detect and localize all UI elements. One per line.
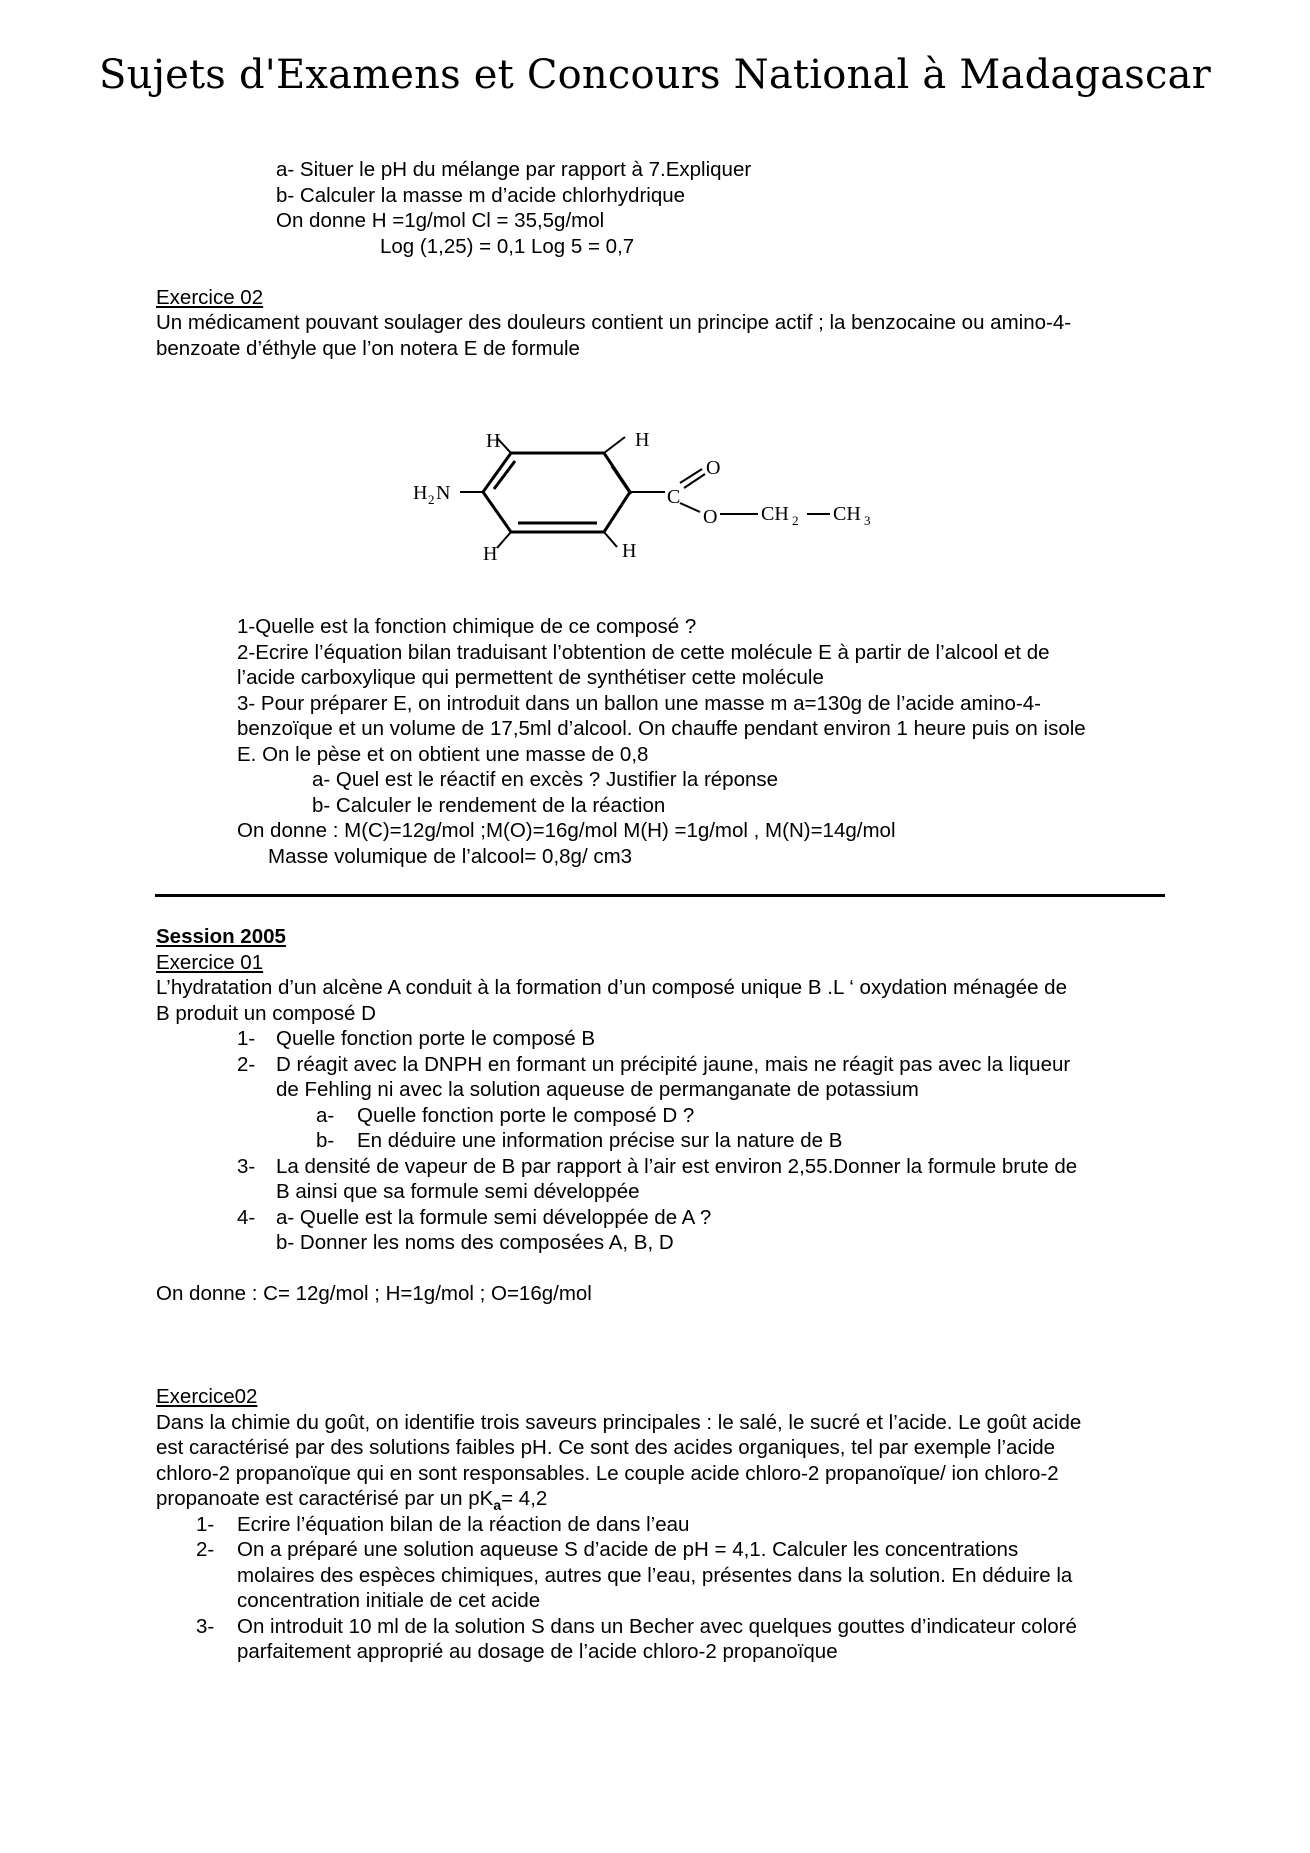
item-number: 2- [196,1538,215,1561]
exercise-intro-line: Dans la chimie du goût, on identifie trois saveurs principales : le salé, le sucré et l’acide. Le goût acide [156,1411,1082,1434]
item-text: concentration initiale de cet acide [237,1589,541,1612]
sub-question-line: b- Calculer le rendement de la réaction [312,794,666,817]
question-line: E. On le pèse et on obtient une masse de 0,8 [237,743,649,766]
exercise-intro-line: Un médicament pouvant soulager des douleurs contient un principe actif ; la benzocaine ou amino-4- [156,311,1072,334]
exercise-intro-line: L’hydratation d’un alcène A conduit à la formation d’un composé unique B .L ‘ oxydation ménagée de [156,976,1067,999]
session-title: Session 2005 [156,925,286,948]
question-line: benzoïque et un volume de 17,5ml d’alcool. On chauffe pendant environ 1 heure puis on isole [237,717,1086,740]
hydrogen-label: H [622,540,637,562]
item-text: b- Donner les noms des composées A, B, D [276,1231,674,1254]
hydrogen-label: H [483,543,498,565]
item-number: 1- [196,1513,215,1536]
question-line: 3- Pour préparer E, on introduit dans un ballon une masse m a=130g de l’acide amino-4- [237,692,1041,715]
item-text: B ainsi que sa formule semi développée [276,1180,640,1203]
question-line: a- Situer le pH du mélange par rapport à 7.Expliquer [276,158,752,181]
question-line: 2-Ecrire l’équation bilan traduisant l’obtention de cette molécule E à partir de l’alcool et de [237,641,1050,664]
exercise-intro-line: benzoate d’éthyle que l’on notera E de formule [156,337,580,360]
givens-line: On donne : M(C)=12g/mol ;M(O)=16g/mol M(H) =1g/mol , M(N)=14g/mol [237,819,896,842]
question-line: l’acide carboxylique qui permettent de synthétiser cette molécule [237,666,824,689]
exercise-intro-line: B produit un composé D [156,1002,376,1025]
carbon-label: C [667,486,681,508]
item-number: 3- [196,1615,215,1638]
exercise-title: Exercice02 [156,1385,258,1408]
hydrogen-label: H [486,430,501,452]
item-text: Ecrire l’équation bilan de la réaction de dans l’eau [237,1513,690,1536]
ch3-label: CH [833,503,861,525]
sub-item-text: En déduire une information précise sur la nature de B [357,1129,843,1152]
sub-item-letter: b- [316,1129,335,1152]
item-text: D réagit avec la DNPH en formant un précipité jaune, mais ne réagit pas avec la liqueur [276,1053,1071,1076]
amine-n-label: N [436,482,451,504]
item-text: de Fehling ni avec la solution aqueuse de permanganate de potassium [276,1078,919,1101]
sub-item-letter: a- [316,1104,335,1127]
item-number: 2- [237,1053,256,1076]
sub-question-line: a- Quel est le réactif en excès ? Justifier la réponse [312,768,779,791]
amine-h-label: H [413,482,428,504]
hydrogen-label: H [635,429,650,451]
question-line: 1-Quelle est la fonction chimique de ce composé ? [237,615,697,638]
item-text: a- Quelle est la formule semi développée de A ? [276,1206,712,1229]
exercise-intro-line: chloro-2 propanoïque qui en sont responsables. Le couple acide chloro-2 propanoïque/ ion chloro-2 [156,1462,1059,1485]
question-line: b- Calculer la masse m d’acide chlorhydrique [276,184,686,207]
pka-value: = 4,2 [501,1487,548,1510]
benzene-ring [483,453,631,532]
item-text: parfaitement approprié au dosage de l’acide chloro-2 propanoïque [237,1640,838,1663]
exercise-intro-line: est caractérisé par des solutions faibles pH. Ce sont des acides organiques, tel par exemple l’acide [156,1436,1056,1459]
givens-line: Log (1,25) = 0,1 Log 5 = 0,7 [380,235,635,258]
ch2-subscript: 2 [792,513,799,528]
pka-subscript: a [493,1497,502,1514]
carbonyl-oxygen-label: O [706,457,721,479]
sub-item-text: Quelle fonction porte le composé D ? [357,1104,695,1127]
item-text: Quelle fonction porte le composé B [276,1027,596,1050]
ester-oxygen-label: O [703,506,718,528]
item-text: On a préparé une solution aqueuse S d’acide de pH = 4,1. Calculer les concentrations [237,1538,1019,1561]
section-divider [155,894,1165,897]
item-number: 4- [237,1206,256,1229]
item-number: 3- [237,1155,256,1178]
item-text: molaires des espèces chimiques, autres que l’eau, présentes dans la solution. En déduire la [237,1564,1073,1587]
givens-line: On donne : C= 12g/mol ; H=1g/mol ; O=16g/mol [156,1282,592,1305]
givens-line: On donne H =1g/mol Cl = 35,5g/mol [276,209,605,232]
item-number: 1- [237,1027,256,1050]
pka-text: propanoate est caractérisé par un pK [156,1487,494,1510]
exercise-title: Exercice 01 [156,951,264,974]
item-text: On introduit 10 ml de la solution S dans un Becher avec quelques gouttes d’indicateur coloré [237,1615,1077,1638]
page-header-title: Sujets d'Examens et Concours National à Madagascar [99,52,1211,98]
ch2-label: CH [761,503,789,525]
ch3-subscript: 3 [864,513,871,528]
item-text: La densité de vapeur de B par rapport à l’air est environ 2,55.Donner la formule brute de [276,1155,1078,1178]
givens-line: Masse volumique de l’alcool= 0,8g/ cm3 [268,845,633,868]
exercise-title: Exercice 02 [156,286,264,309]
amine-subscript: 2 [428,492,435,507]
